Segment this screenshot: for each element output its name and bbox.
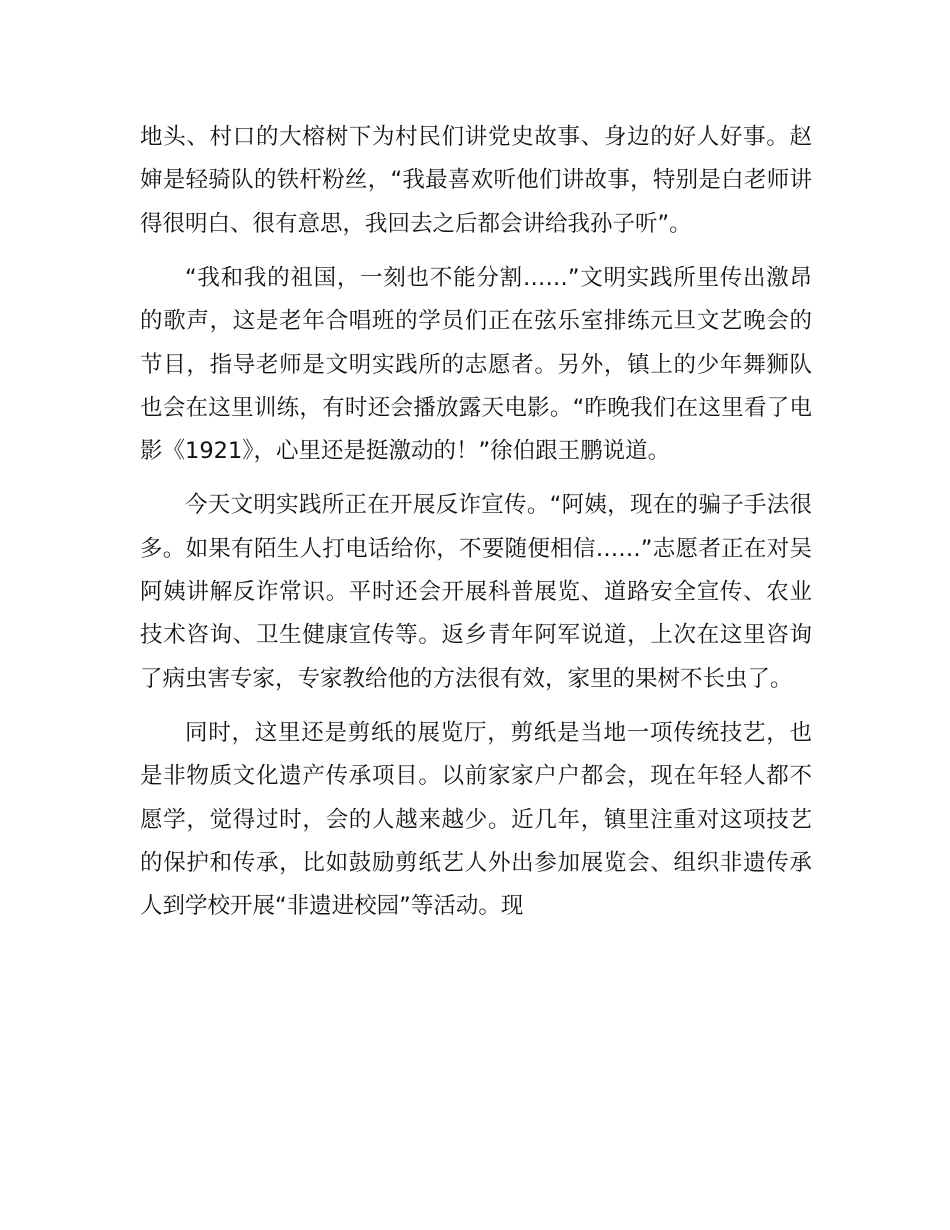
article-body — [140, 116, 812, 939]
paragraph-3: 今天文明实践所正在开展反诈宣传。“阿姨，现在的骗子手法很多。如果有陌生人打电话给你，不要随便相信……”志愿者正在对吴阿姨讲解反诈常识。平时还会开展科普展览、道路安全宣传、农业技术咨询、卫生健康宣传等。返乡青年阿军说道，上次在这里咨询了病虫害专家，专家教给他的方法很有效，家里的果树不长虫了。 — [140, 492, 812, 692]
paragraph-2: “我和我的祖国，一刻也不能分割……”文明实践所里传出激昂的歌声，这是老年合唱班的学员们正在弦乐室排练元旦文艺晚会的节目，指导老师是文明实践所的志愿者。另外，镇上的少年舞狮队也会在这里训练，有时还会播放露天电影。“昨晚我们在这里看了电影《1921》，心里还是挺激动的！”徐伯跟王鹏说道。 — [140, 264, 812, 465]
paragraph-1: 地头、村口的大榕树下为村民们讲党史故事、身边的好人好事。赵婶是轻骑队的铁杆粉丝，“我最喜欢听他们讲故事，特别是白老师讲得很明白、很有意思，我回去之后都会讲给我孙子听”。 — [140, 124, 812, 237]
paragraph-4: 同时，这里还是剪纸的展览厅，剪纸是当地一项传统技艺，也是非物质文化遗产传承项目。以前家家户户都会，现在年轻人都不愿学，觉得过时，会的人越来越少。近几年，镇里注重对这项技艺的保护和传承，比如鼓励剪纸艺人外出参加展览会、组织非遗传承人到学校开展“非遗进校园”等活动。现 — [140, 719, 812, 920]
